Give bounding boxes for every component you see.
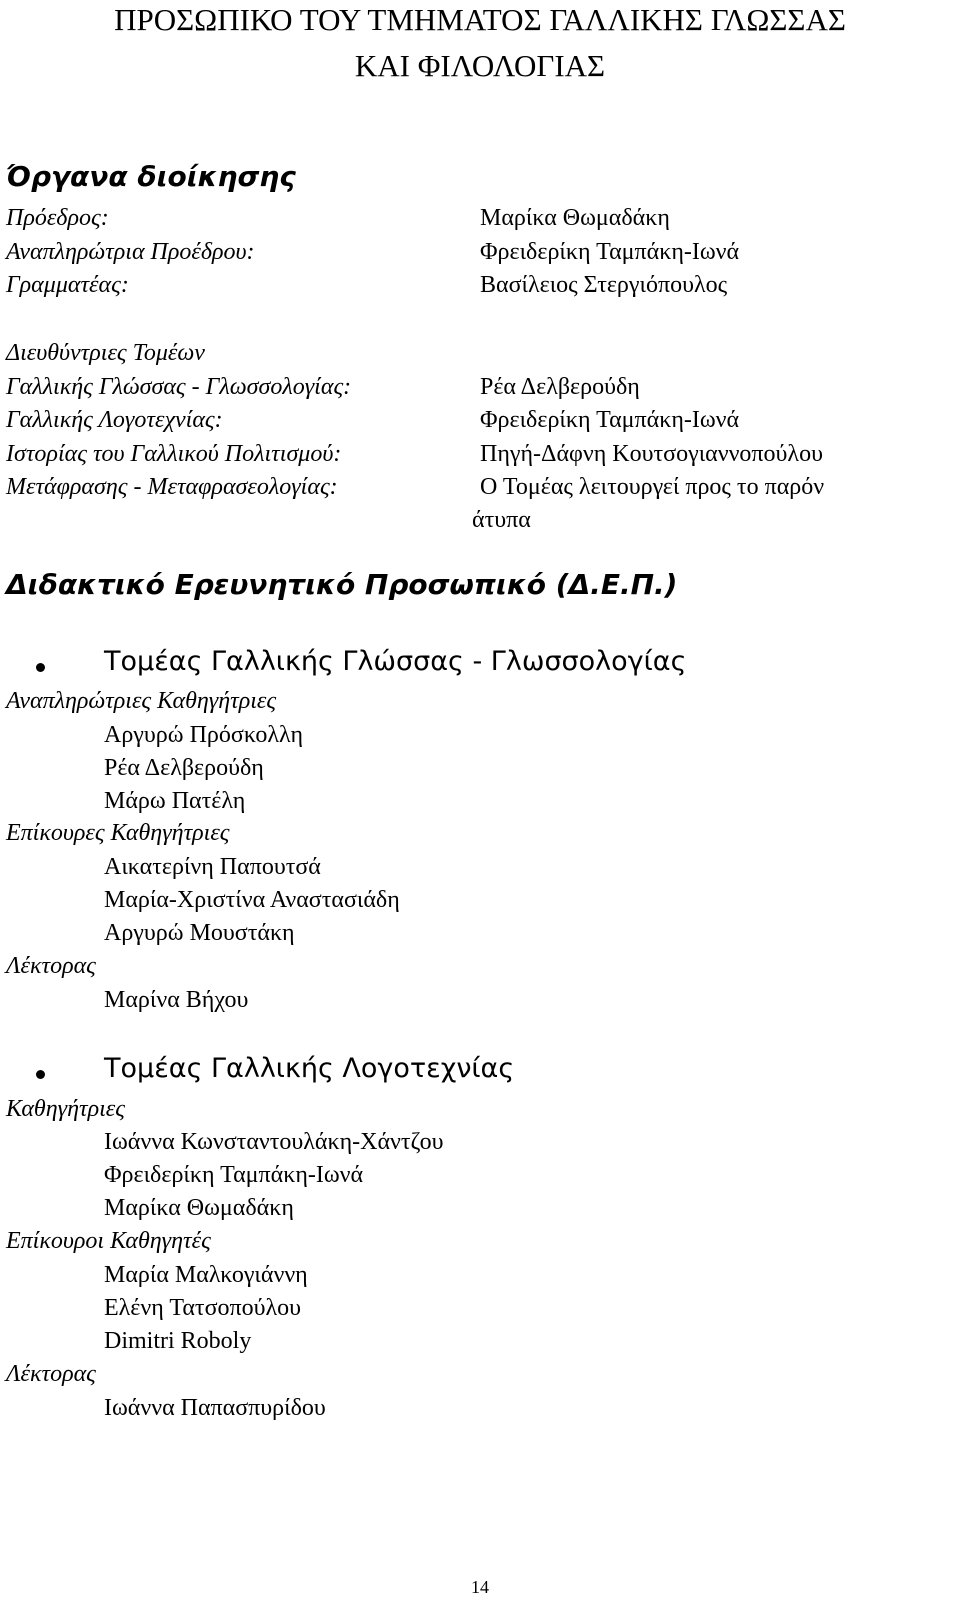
rank-label: Λέκτορας: [6, 953, 96, 979]
page-title-line-1: ΠΡΟΣΩΠΙΚΟ ΤΟΥ ΤΜΗΜΑΤΟΣ ΓΑΛΛΙΚΗΣ ΓΛΩΣΣΑΣ: [114, 2, 846, 37]
role-label-vice-president: Αναπληρώτρια Προέδρου:: [6, 239, 255, 265]
rank-label: Αναπληρώτριες Καθηγήτριες: [6, 688, 277, 714]
staff-name: Ρέα Δελβερούδη: [104, 755, 264, 781]
governance-heading: Όργανα διοίκησης: [6, 160, 296, 193]
director-name-civilization: Πηγή-Δάφνη Κουτσογιαννοπούλου: [480, 441, 823, 467]
staff-heading: Διδακτικό Ερευνητικό Προσωπικό (Δ.Ε.Π.): [6, 568, 678, 601]
role-name-president: Μαρίκα Θωμαδάκη: [480, 205, 670, 231]
staff-name: Ιωάννα Παπασπυρίδου: [104, 1395, 326, 1421]
rank-label: Επίκουροι Καθηγητές: [6, 1228, 211, 1254]
role-name-vice-president: Φρειδερίκη Ταμπάκη-Ιωνά: [480, 239, 740, 265]
role-name-secretary: Βασίλειος Στεργιόπουλος: [480, 272, 728, 298]
director-label-linguistics: Γαλλικής Γλώσσας - Γλωσσολογίας:: [6, 374, 352, 400]
staff-name: Ιωάννα Κωνσταντουλάκη-Χάντζου: [104, 1129, 444, 1155]
sector-title-linguistics: Τομέας Γαλλικής Γλώσσας - Γλωσσολογίας: [104, 646, 687, 677]
director-name-linguistics: Ρέα Δελβερούδη: [480, 374, 640, 400]
bullet-icon: [36, 1070, 45, 1079]
staff-name: Μαρία Μαλκογιάννη: [104, 1262, 308, 1288]
staff-name: Αργυρώ Πρόσκολλη: [104, 722, 303, 748]
role-label-secretary: Γραμματέας:: [6, 272, 129, 298]
sector-title-literature: Τομέας Γαλλικής Λογοτεχνίας: [104, 1053, 515, 1084]
bullet-icon: [36, 663, 45, 672]
page-number: 14: [471, 1577, 489, 1597]
role-label-president: Πρόεδρος:: [6, 205, 109, 231]
rank-label: Επίκουρες Καθηγήτριες: [6, 820, 230, 846]
rank-label: Καθηγήτριες: [6, 1096, 125, 1122]
staff-name: Φρειδερίκη Ταμπάκη-Ιωνά: [104, 1162, 364, 1188]
director-label-literature: Γαλλικής Λογοτεχνίας:: [6, 407, 223, 433]
rank-label: Λέκτορας: [6, 1361, 96, 1387]
director-label-translation: Μετάφρασης - Μεταφρασεολογίας:: [6, 474, 338, 500]
director-label-civilization: Ιστορίας του Γαλλικού Πολιτισμού:: [6, 441, 342, 467]
page-title-line-2: ΚΑΙ ΦΙΛΟΛΟΓΙΑΣ: [354, 48, 606, 83]
staff-name: Αργυρώ Μουστάκη: [104, 920, 295, 946]
staff-name: Ελένη Τατσοπούλου: [104, 1295, 302, 1321]
staff-name: Μαρίκα Θωμαδάκη: [104, 1195, 294, 1221]
directors-heading: Διευθύντριες Τομέων: [6, 340, 205, 366]
staff-name: Μαρίνα Βήχου: [104, 987, 249, 1013]
staff-name: Μαρία-Χριστίνα Αναστασιάδη: [104, 887, 400, 913]
director-name-literature: Φρειδερίκη Ταμπάκη-Ιωνά: [480, 407, 740, 433]
staff-name: Μάρω Πατέλη: [104, 788, 246, 814]
staff-name: Αικατερίνη Παπουτσά: [104, 854, 321, 880]
director-name-translation: Ο Τομέας λειτουργεί προς το παρόν: [480, 474, 825, 500]
director-name-translation-cont: άτυπα: [472, 507, 531, 533]
staff-name: Dimitri Roboly: [104, 1328, 252, 1354]
